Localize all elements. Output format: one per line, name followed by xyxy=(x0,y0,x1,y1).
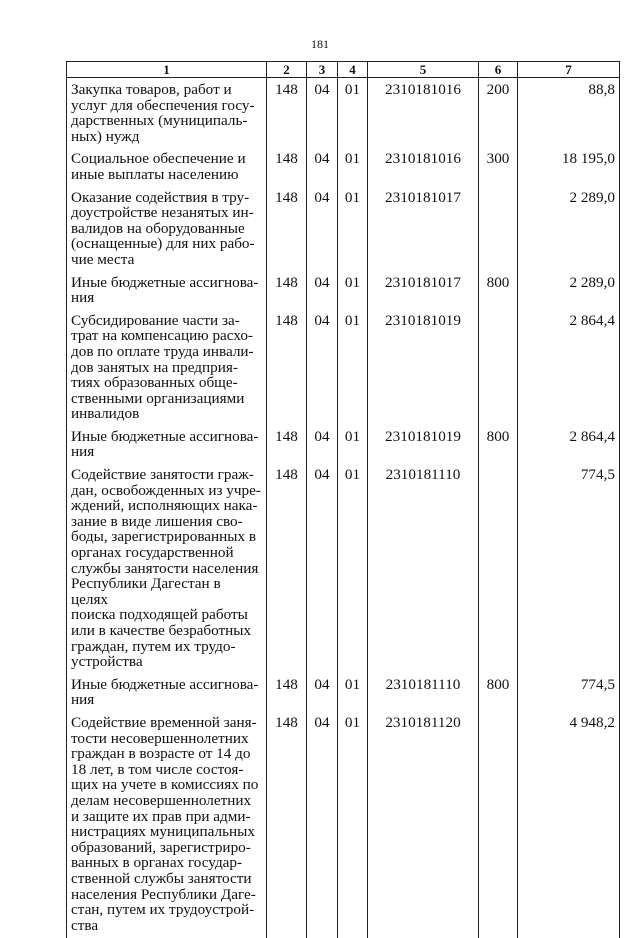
subsection-code: 01 xyxy=(338,147,368,185)
target-article-code: 2310181016 xyxy=(368,78,479,148)
header-row xyxy=(67,62,620,78)
subsection-code: 01 xyxy=(338,186,368,271)
amount: 2 864,4 xyxy=(518,425,620,463)
amount: 2 864,4 xyxy=(518,309,620,425)
expense-type-code: 200 xyxy=(479,78,518,148)
section-code: 04 xyxy=(307,271,338,309)
target-article-code: 2310181017 xyxy=(368,186,479,271)
subsection-code: 01 xyxy=(338,673,368,711)
table-row xyxy=(67,186,620,271)
subsection-code: 01 xyxy=(338,309,368,425)
expense-name: Субсидирование части за- трат на компенсацию расхо- дов по оплате труда инвали- дов занятых на предприя- тиях образованных обще- ственными организациями инвалидов xyxy=(67,309,267,425)
section-code: 04 xyxy=(307,711,338,938)
column-header: 2 xyxy=(267,62,307,78)
target-article-code: 2310181110 xyxy=(368,673,479,711)
table-row xyxy=(67,425,620,463)
subsection-code: 01 xyxy=(338,271,368,309)
table-row xyxy=(67,271,620,309)
target-article-code: 2310181120 xyxy=(368,711,479,938)
target-article-code: 2310181017 xyxy=(368,271,479,309)
expense-name: Содействие временной заня- тости несовершеннолетних граждан в возрасте от 14 до 18 лет, в том числе состоя- щих на учете в комиссиях по делам несовершеннолетних и защите их прав при адми- нистрациях муниципальных образований, зарегистриро- ванных в органах государ- ственной службы занятости населения Республики Даге- стан, путем их трудоустрой- ства xyxy=(67,711,267,938)
column-header: 3 xyxy=(307,62,338,78)
ministry-code: 148 xyxy=(267,147,307,185)
table-row xyxy=(67,711,620,938)
expense-type-code xyxy=(479,186,518,271)
subsection-code: 01 xyxy=(338,463,368,673)
column-header: 1 xyxy=(67,62,267,78)
table-row xyxy=(67,309,620,425)
subsection-code: 01 xyxy=(338,425,368,463)
ministry-code: 148 xyxy=(267,711,307,938)
ministry-code: 148 xyxy=(267,78,307,148)
expense-type-code xyxy=(479,463,518,673)
expense-type-code: 300 xyxy=(479,147,518,185)
ministry-code: 148 xyxy=(267,673,307,711)
expense-name: Иные бюджетные ассигнова- ния xyxy=(67,673,267,711)
budget-table xyxy=(66,61,620,938)
expense-type-code: 800 xyxy=(479,673,518,711)
expense-name: Иные бюджетные ассигнова- ния xyxy=(67,271,267,309)
table-row xyxy=(67,673,620,711)
section-code: 04 xyxy=(307,463,338,673)
column-header: 4 xyxy=(338,62,368,78)
section-code: 04 xyxy=(307,147,338,185)
amount: 2 289,0 xyxy=(518,271,620,309)
expense-name: Иные бюджетные ассигнова- ния xyxy=(67,425,267,463)
expense-type-code: 800 xyxy=(479,425,518,463)
section-code: 04 xyxy=(307,673,338,711)
section-code: 04 xyxy=(307,425,338,463)
expense-type-code: 800 xyxy=(479,271,518,309)
section-code: 04 xyxy=(307,78,338,148)
table-row xyxy=(67,463,620,673)
amount: 2 289,0 xyxy=(518,186,620,271)
ministry-code: 148 xyxy=(267,425,307,463)
ministry-code: 148 xyxy=(267,271,307,309)
target-article-code: 2310181019 xyxy=(368,309,479,425)
expense-name: Социальное обеспечение и иные выплаты населению xyxy=(67,147,267,185)
subsection-code: 01 xyxy=(338,711,368,938)
subsection-code: 01 xyxy=(338,78,368,148)
target-article-code: 2310181016 xyxy=(368,147,479,185)
amount: 774,5 xyxy=(518,463,620,673)
column-header: 5 xyxy=(368,62,479,78)
amount: 4 948,2 xyxy=(518,711,620,938)
table-row xyxy=(67,78,620,148)
section-code: 04 xyxy=(307,309,338,425)
column-header: 6 xyxy=(479,62,518,78)
amount: 774,5 xyxy=(518,673,620,711)
expense-name: Закупка товаров, работ и услуг для обеспечения госу- дарственных (муниципаль- ных) нужд xyxy=(67,78,267,148)
amount: 18 195,0 xyxy=(518,147,620,185)
table-row xyxy=(67,147,620,185)
column-header: 7 xyxy=(518,62,620,78)
expense-name: Оказание содействия в тру- доустройстве незанятых ин- валидов на оборудованные (оснащенные) для них рабо- чие места xyxy=(67,186,267,271)
amount: 88,8 xyxy=(518,78,620,148)
expense-type-code xyxy=(479,711,518,938)
ministry-code: 148 xyxy=(267,463,307,673)
target-article-code: 2310181019 xyxy=(368,425,479,463)
ministry-code: 148 xyxy=(267,186,307,271)
section-code: 04 xyxy=(307,186,338,271)
ministry-code: 148 xyxy=(267,309,307,425)
page-number: 181 xyxy=(311,37,329,51)
target-article-code: 2310181110 xyxy=(368,463,479,673)
expense-name: Содействие занятости граж- дан, освобожденных из учре- ждений, исполняющих нака- зание в виде лишения сво- боды, зарегистрированных в органах государственной службы занятости населения Республики Дагестан в целях поиска подходящей работы или в качестве безработных граждан, путем их трудо- устройства xyxy=(67,463,267,673)
expense-type-code xyxy=(479,309,518,425)
